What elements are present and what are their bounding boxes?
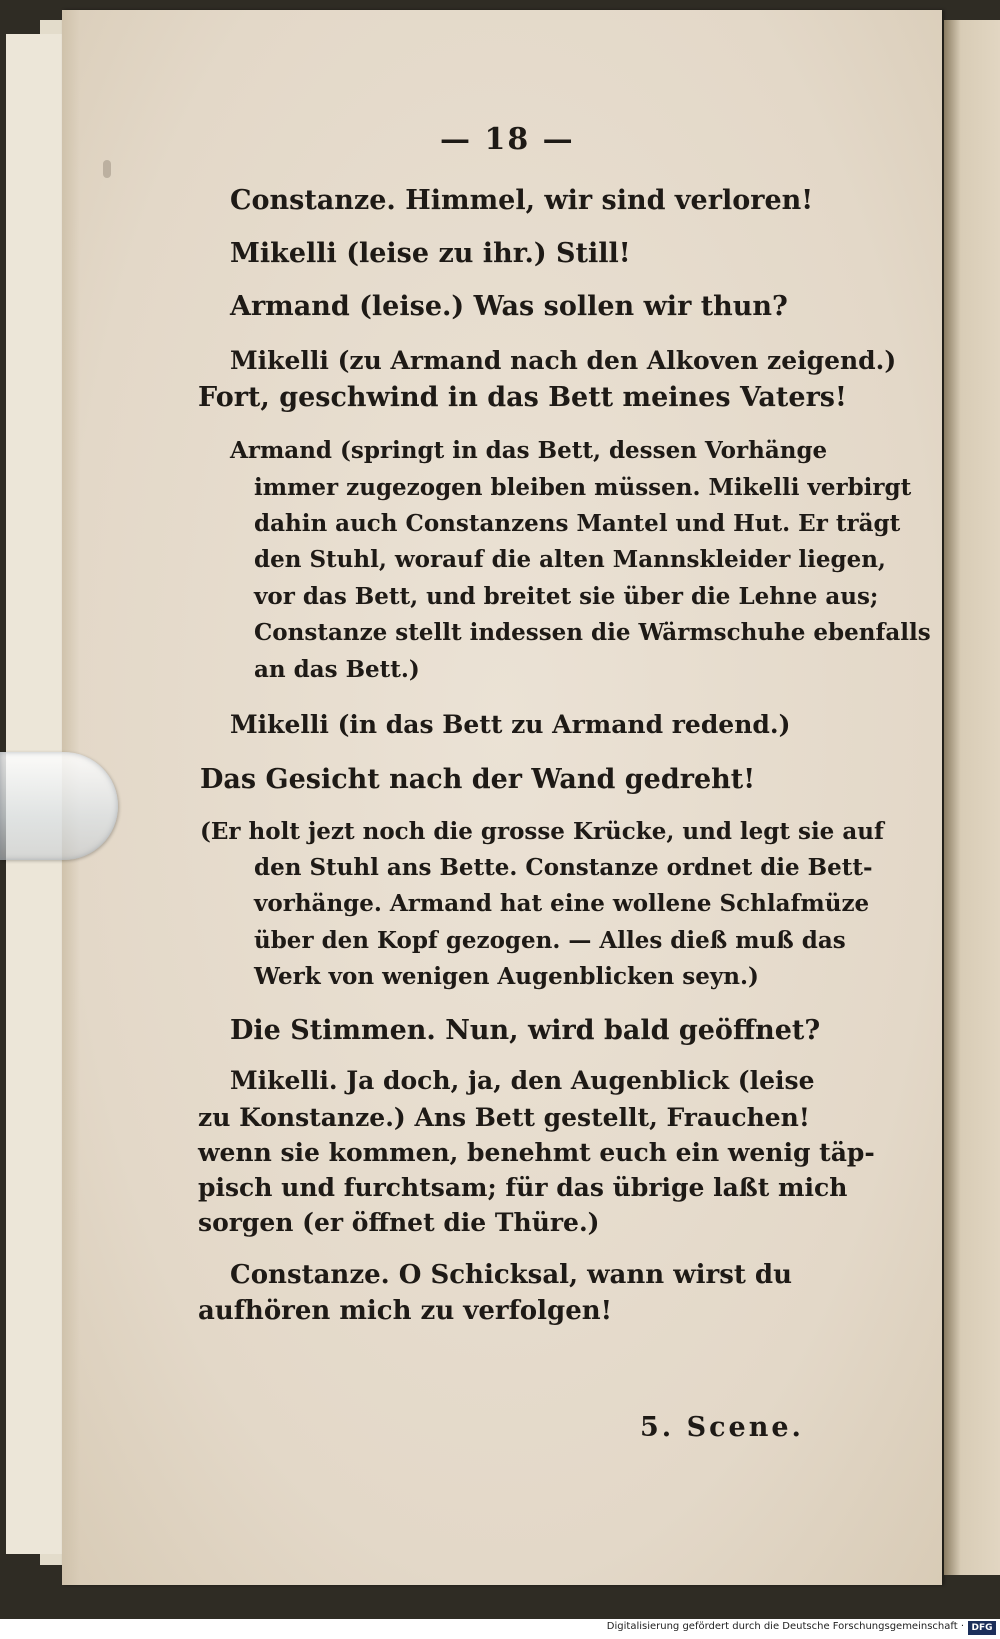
dialogue-line: Constanze. O Schicksal, wann wirst du (230, 1260, 792, 1290)
stage-direction-line: vor das Bett, und breitet sie über die Lehne aus; (254, 583, 879, 610)
dialogue-line: Armand (leise.) Was sollen wir thun? (230, 291, 788, 322)
dialogue-line: Das Gesicht nach der Wand gedreht! (200, 764, 756, 795)
dialogue-line: Constanze. Himmel, wir sind verloren! (230, 185, 814, 216)
stage-direction-line: Constanze stellt indessen die Wärmschuhe ebenfalls (254, 619, 931, 646)
stage-direction-line: (Er holt jezt noch die grosse Krücke, und legt sie auf (200, 818, 884, 845)
stage-direction-line: vorhänge. Armand hat eine wollene Schlafmüze (254, 890, 870, 917)
catchword: 5. Scene. (640, 1412, 804, 1443)
dfg-logo: DFG (968, 1621, 996, 1635)
dialogue-line: Die Stimmen. Nun, wird bald geöffnet? (230, 1015, 821, 1046)
stage-direction-line: dahin auch Constanzens Mantel und Hut. Er trägt (254, 510, 901, 537)
facing-page-edge (944, 20, 1000, 1575)
stage-direction-line: Werk von wenigen Augenblicken seyn.) (254, 963, 759, 990)
paper-stain (103, 160, 111, 178)
page-clip (0, 752, 118, 860)
dialogue-line: zu Konstanze.) Ans Bett gestellt, Frauchen! (198, 1103, 810, 1132)
stage-direction-line: den Stuhl, worauf die alten Mannskleider liegen, (254, 546, 886, 573)
stage-direction-line: den Stuhl ans Bette. Constanze ordnet die Bett- (254, 854, 873, 881)
dialogue-line: pisch und furchtsam; für das übrige laßt mich (198, 1173, 848, 1202)
stage-direction-line: Armand (springt in das Bett, dessen Vorhänge (230, 437, 828, 464)
stage-direction-line: über den Kopf gezogen. — Alles dieß muß das (254, 927, 846, 954)
page-number: — 18 — (440, 122, 575, 157)
dialogue-line: Fort, geschwind in das Bett meines Vaters! (198, 382, 847, 413)
dialogue-line: Mikelli. Ja doch, ja, den Augenblick (leise (230, 1066, 815, 1095)
funding-credit: Digitalisierung gefördert durch die Deutsche Forschungsgemeinschaft · (606, 1621, 964, 1632)
dialogue-line: Mikelli (leise zu ihr.) Still! (230, 238, 631, 269)
dialogue-line: aufhören mich zu verfolgen! (198, 1296, 613, 1326)
stage-direction-line: an das Bett.) (254, 656, 420, 683)
dialogue-line: Mikelli (zu Armand nach den Alkoven zeigend.) (230, 346, 897, 375)
dialogue-line: sorgen (er öffnet die Thüre.) (198, 1208, 600, 1237)
stage-direction-line: immer zugezogen bleiben müssen. Mikelli verbirgt (254, 474, 912, 501)
dialogue-line: wenn sie kommen, benehmt euch ein wenig täp- (198, 1138, 875, 1167)
dialogue-line: Mikelli (in das Bett zu Armand redend.) (230, 710, 791, 739)
